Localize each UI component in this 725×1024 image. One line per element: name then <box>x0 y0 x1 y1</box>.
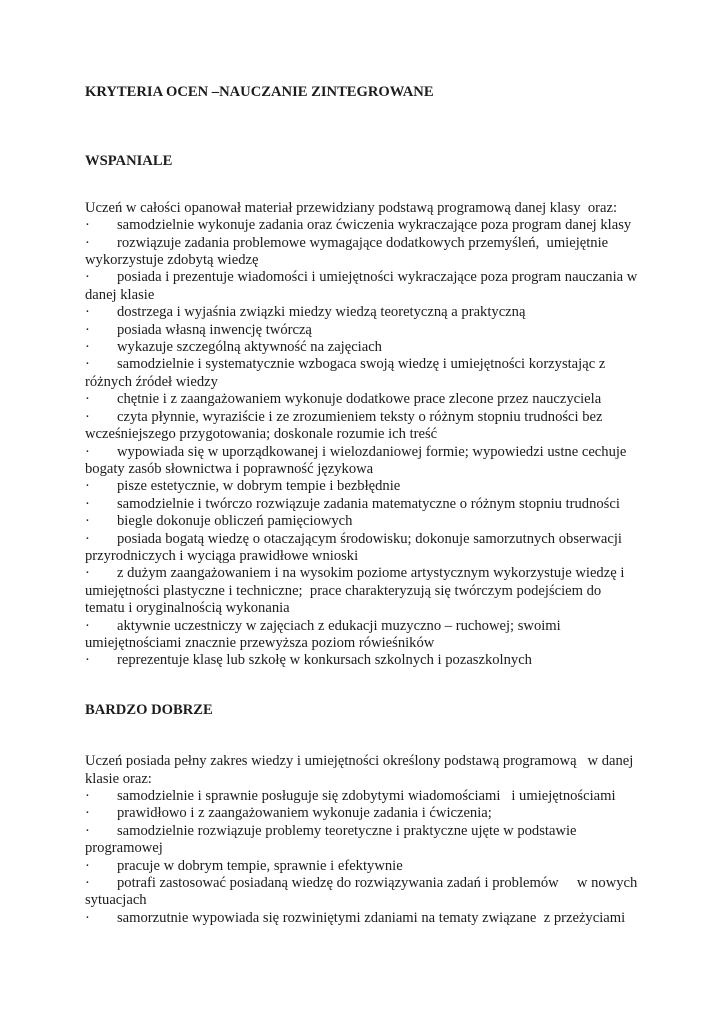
bullet-marker: · <box>85 513 90 530</box>
section-bardzo-dobrze <box>85 702 640 927</box>
bullet-text: biegle dokonuje obliczeń pamięciowych <box>117 513 353 530</box>
section-heading: WSPANIALE <box>85 153 173 170</box>
bullet-text: prawidłowo i z zaangażowaniem wykonuje zadania i ćwiczenia; <box>117 805 492 822</box>
bullet-text: posiada własną inwencję twórczą <box>117 321 312 338</box>
bullet-marker: · <box>85 356 90 373</box>
bullet-text: wykazuje szczególną aktywność na zajęciach <box>117 339 382 356</box>
bullet-item <box>85 513 640 530</box>
bullet-text: samorzutnie wypowiada się rozwiniętymi zdaniami na tematy związane z przeżyciami <box>117 909 626 926</box>
bullet-text: samodzielnie wykonuje zadania oraz ćwiczenia wykraczające poza program danej klasy <box>117 217 632 234</box>
bullet-marker: · <box>85 875 90 892</box>
bullet-item <box>85 652 640 669</box>
bullet-marker: · <box>85 788 90 804</box>
bullet-item <box>85 235 640 270</box>
bullet-text: aktywnie uczestniczy w zajęciach z edukacji muzyczno – ruchowej; swoimi umiejętnościami znacznie przewyższa poziom rówieśników <box>85 617 565 651</box>
bullet-text: posiada bogatą wiedzę o otaczającym środowisku; dokonuje samorzutnych obserwacji przyrodniczych i wyciąga prawidłowe wnioski <box>85 530 626 564</box>
bullet-item <box>85 269 640 304</box>
bullet-marker: · <box>85 443 90 460</box>
bullet-marker: · <box>85 857 90 874</box>
bullet-text: samodzielnie i sprawnie posługuje się zdobytymi wiadomościami i umiejętnościami <box>117 788 616 804</box>
bullet-item <box>85 356 640 391</box>
bullet-item <box>85 823 640 858</box>
bullet-item <box>85 478 640 495</box>
bullet-item <box>85 409 640 444</box>
bullet-item <box>85 496 640 513</box>
bullet-marker: · <box>85 495 90 512</box>
bullet-text: z dużym zaangażowaniem i na wysokim poziome artystycznym wykorzystuje wiedzę i umiejętności plastyczne i techniczne; prace charakteryzują się twórczym podejściem do tematu i oryginalnością wykonania <box>85 565 629 617</box>
bullet-marker: · <box>85 217 90 234</box>
bullet-marker: · <box>85 617 90 634</box>
bullet-item <box>85 531 640 566</box>
bullet-item <box>85 565 640 617</box>
bullet-text: posiada i prezentuje wiadomości i umiejętności wykraczające poza program nauczania w danej klasie <box>85 269 641 303</box>
bullet-list <box>85 217 640 670</box>
bullet-marker: · <box>85 652 90 669</box>
bullet-text: pracuje w dobrym tempie, sprawnie i efektywnie <box>117 857 403 874</box>
section-heading: BARDZO DOBRZE <box>85 701 213 718</box>
bullet-item <box>85 391 640 408</box>
bullet-text: potrafi zastosować posiadaną wiedzę do rozwiązywania zadań i problemów w nowych sytuacjach <box>85 875 641 909</box>
bullet-text: samodzielnie rozwiązuje problemy teoretyczne i praktyczne ujęte w podstawie programowej <box>85 822 581 857</box>
bullet-marker: · <box>85 304 90 321</box>
bullet-marker: · <box>85 822 90 839</box>
bullet-text: samodzielnie i twórczo rozwiązuje zadania matematyczne o różnym stopniu trudności <box>117 495 620 512</box>
bullet-marker: · <box>85 408 90 425</box>
bullet-marker: · <box>85 565 90 582</box>
bullet-item <box>85 788 640 805</box>
section-intro: Uczeń w całości opanował materiał przewidziany podstawą programową danej klasy oraz: <box>85 199 618 216</box>
bullet-text: czyta płynnie, wyraziście i ze zrozumieniem teksty o różnym stopniu trudności bez wcześniejszego przygotowania; doskonale rozumie ich treść <box>85 408 607 443</box>
document-title: KRYTERIA OCEN –NAUCZANIE ZINTEGROWANE <box>85 84 434 100</box>
bullet-text: pisze estetycznie, w dobrym tempie i bezbłędnie <box>117 478 401 495</box>
bullet-item <box>85 304 640 321</box>
bullet-item <box>85 339 640 356</box>
bullet-text: dostrzega i wyjaśnia związki miedzy wiedzą teoretyczną a praktyczną <box>117 304 526 321</box>
bullet-item <box>85 858 640 875</box>
bullet-marker: · <box>85 530 90 547</box>
bullet-item <box>85 444 640 479</box>
bullet-marker: · <box>85 909 90 926</box>
bullet-marker: · <box>85 478 90 495</box>
bullet-marker: · <box>85 339 90 356</box>
bullet-marker: · <box>85 391 90 408</box>
bullet-marker: · <box>85 234 90 251</box>
bullet-marker: · <box>85 805 90 822</box>
bullet-item <box>85 217 640 234</box>
bullet-item <box>85 322 640 339</box>
bullet-item <box>85 875 640 910</box>
bullet-text: rozwiązuje zadania problemowe wymagające dodatkowych przemyśleń, umiejętnie wykorzystuje zdobytą wiedzę <box>85 234 612 269</box>
bullet-text: samodzielnie i systematycznie wzbogaca swoją wiedzę i umiejętności korzystając z różnych źródeł wiedzy <box>85 356 609 390</box>
bullet-item <box>85 910 640 927</box>
section-wspaniale <box>85 153 640 669</box>
bullet-item <box>85 805 640 822</box>
bullet-text: wypowiada się w uporządkowanej i wielozdaniowej formie; wypowiedzi ustne cechuje bogaty zasób słownictwa i poprawność językowa <box>85 443 631 477</box>
section-intro: Uczeń posiada pełny zakres wiedzy i umiejętności określony podstawą programową w danej klasie oraz: <box>85 753 637 787</box>
bullet-marker: · <box>85 269 90 286</box>
bullet-text: reprezentuje klasę lub szkołę w konkursach szkolnych i pozaszkolnych <box>117 652 532 669</box>
bullet-list <box>85 788 640 927</box>
bullet-text: chętnie i z zaangażowaniem wykonuje dodatkowe prace zlecone przez nauczyciela <box>117 391 602 408</box>
bullet-item <box>85 618 640 653</box>
bullet-marker: · <box>85 321 90 338</box>
